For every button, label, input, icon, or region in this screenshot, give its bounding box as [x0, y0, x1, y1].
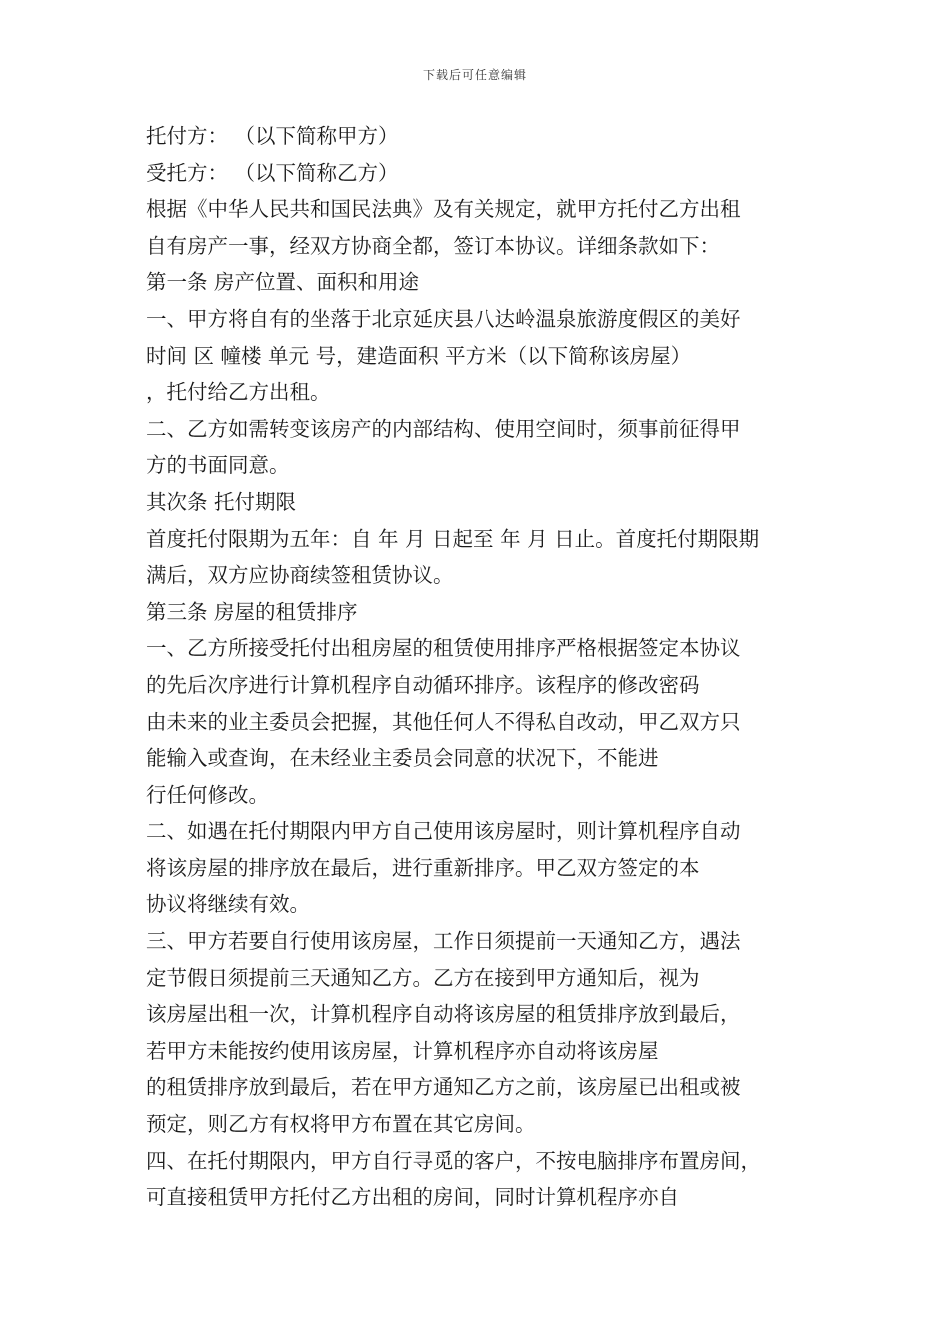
text-line: 根据《中华人民共和国民法典》及有关规定，就甲方托付乙方出租	[146, 197, 741, 222]
text-line: 三、甲方若要自行使用该房屋，工作日须提前一天通知乙方，遇法	[146, 929, 741, 954]
text-line: 协议将继续有效。	[146, 892, 310, 917]
text-line: 二、乙方如需转变该房产的内部结构、使用空间时，须事前征得甲	[146, 416, 741, 441]
text-line: 行任何修改。	[146, 782, 269, 807]
text-line: 方的书面同意。	[146, 453, 290, 478]
text-line: 满后，双方应协商续签租赁协议。	[146, 563, 454, 588]
text-line: 若甲方未能按约使用该房屋，计算机程序亦自动将该房屋	[146, 1038, 659, 1063]
text-line: 该房屋出租一次，计算机程序自动将该房屋的租赁排序放到最后，	[146, 1002, 741, 1027]
text-line: 时间 区 幢楼 单元 号，建造面积 平方米（以下简称该房屋）	[146, 343, 692, 368]
text-line: 首度托付限期为五年：自 年 月 日起至 年 月 日止。首度托付期限期	[146, 526, 760, 551]
text-line: ，托付给乙方出租。	[146, 380, 331, 405]
text-line: 一、乙方所接受托付出租房屋的租赁使用排序严格根据签定本协议	[146, 636, 741, 661]
text-line: 将该房屋的排序放在最后，进行重新排序。甲乙双方签定的本	[146, 855, 700, 880]
text-line: 其次条 托付期限	[146, 489, 297, 514]
document-body	[146, 118, 846, 1216]
text-line: 自有房产一事，经双方协商全都，签订本协议。详细条款如下：	[146, 233, 720, 258]
text-line: 预定，则乙方有权将甲方布置在其它房间。	[146, 1112, 536, 1137]
header-note: 下载后可任意编辑	[422, 68, 527, 82]
text-line: 定节假日须提前三天通知乙方。乙方在接到甲方通知后，视为	[146, 965, 700, 990]
text-line: 的先后次序进行计算机程序自动循环排序。该程序的修改密码	[146, 672, 700, 697]
text-line: 一、甲方将自有的坐落于北京延庆县八达岭温泉旅游度假区的美好	[146, 306, 741, 331]
text-line: 第三条 房屋的租赁排序	[146, 599, 358, 624]
text-line: 二、如遇在托付期限内甲方自己使用该房屋时，则计算机程序自动	[146, 819, 741, 844]
text-line: 托付方： （以下简称甲方）	[146, 124, 399, 148]
text-line: 能输入或查询，在未经业主委员会同意的状况下，不能进	[146, 746, 659, 771]
text-line: 四、在托付期限内，甲方自行寻觅的客户，不按电脑排序布置房间，	[146, 1148, 761, 1173]
text-line: 由未来的业主委员会把握，其他任何人不得私自改动，甲乙双方只	[146, 709, 741, 734]
text-line: 的租赁排序放到最后，若在甲方通知乙方之前，该房屋已出租或被	[146, 1075, 741, 1100]
text-line: 第一条 房产位置、面积和用途	[146, 270, 420, 295]
text-line: 受托方： （以下简称乙方）	[146, 160, 399, 185]
text-line: 可直接租赁甲方托付乙方出租的房间，同时计算机程序亦自	[146, 1185, 679, 1210]
